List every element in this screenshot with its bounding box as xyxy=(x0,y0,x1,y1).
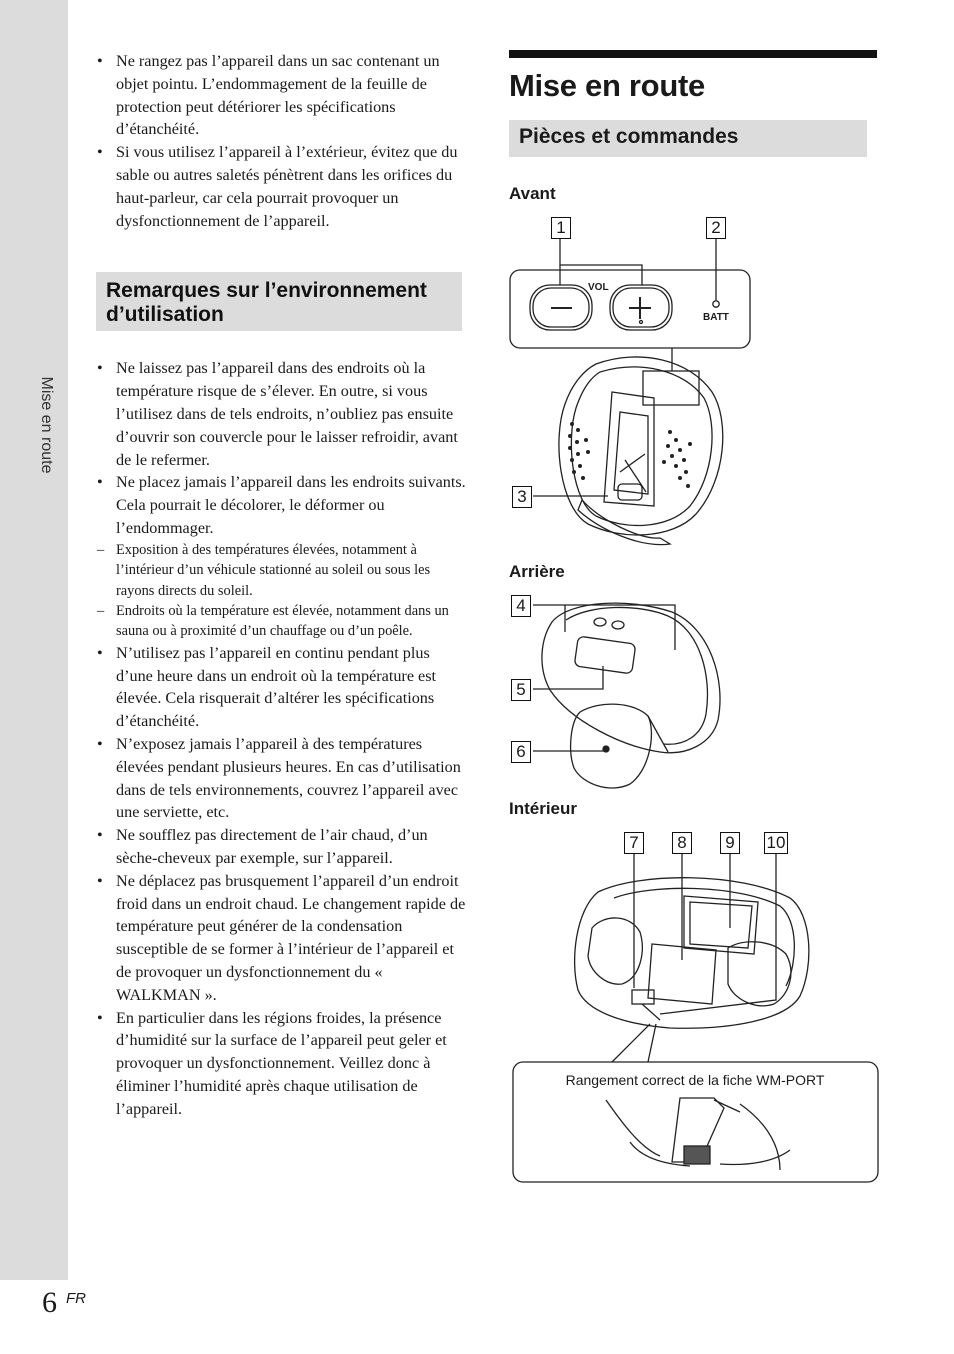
list-item: • N’exposez jamais l’appareil à des températures élevées pendant plusieurs heures. En cas d’utilisation dans de tels environnements, couvrez l’appareil avec une serviette, etc. xyxy=(97,734,461,822)
page-language: FR xyxy=(66,1290,86,1307)
front-device-illustration xyxy=(533,357,723,545)
speaker-holes xyxy=(568,422,692,488)
callout-2: 2 xyxy=(706,217,726,239)
list-item: • N’utilisez pas l’appareil en continu pendant plus d’une heure dans un endroit où la température est élevée. Cela risquerait d’altérer les spécifications d’étanchéité. xyxy=(97,643,437,731)
page-title: Mise en route xyxy=(509,68,705,103)
list-item: • Ne déplacez pas brusquement l’appareil d’un endroit froid dans un endroit chaud. Le changement rapide de température peut générer de la condensation susceptible de se former à l’intérieur de l’appareil et de provoquer un dysfonctionnement du « WALKMAN ». xyxy=(97,871,466,1004)
side-tab-label: Mise en route xyxy=(38,376,55,474)
front-label: Avant xyxy=(509,184,556,203)
list-item: • En particulier dans les régions froides, la présence d’humidité sur la surface de l’appareil peut geler et provoquer un dysfonctionnement. Veillez donc à éliminer l’humidité après chaque utilisation de l’appareil. xyxy=(97,1008,447,1118)
back-device-illustration xyxy=(533,603,720,788)
inside-label: Intérieur xyxy=(509,799,578,818)
callout-7: 7 xyxy=(624,832,644,854)
callout-4: 4 xyxy=(511,595,531,617)
list-item: • Si vous utilisez l’appareil à l’extérieur, évitez que du sable ou autres saletés pénètrent dans les orifices du haut-parleur, car cela pourrait provoquer un dysfonctionnement de l’appareil. xyxy=(97,143,458,230)
wm-port-caption: Rangement correct de la fiche WM-PORT xyxy=(565,1072,825,1088)
front-panel-illustration xyxy=(510,238,750,371)
callout-1: 1 xyxy=(551,217,571,239)
back-label: Arrière xyxy=(509,562,565,581)
inside-device-illustration xyxy=(575,854,809,1062)
list-item: – Exposition à des températures élevées, notamment à l’intérieur d’un véhicule stationné au soleil ou sous les rayons directs du soleil. xyxy=(97,541,431,599)
list-item: • Ne soufflez pas directement de l’air chaud, d’un sèche-cheveux par exemple, sur l’appareil. xyxy=(97,826,428,867)
callout-9: 9 xyxy=(720,832,740,854)
section-heading: Remarques sur l’environnement d’utilisation xyxy=(96,272,462,331)
list-item: • Ne placez jamais l’appareil dans les endroits suivants. Cela pourrait le décolorer, le déformer ou l’endommager. xyxy=(97,473,466,537)
callout-8: 8 xyxy=(672,832,692,854)
vol-label: VOL xyxy=(588,282,609,293)
list-item: • Ne rangez pas l’appareil dans un sac contenant un objet pointu. L’endommagement de la feuille de protection peut détériorer les spécifications d’étanchéité. xyxy=(97,52,440,139)
list-item: – Endroits où la température est élevée, notamment dans un sauna ou à proximité d’un chauffage ou d’un poêle. xyxy=(97,602,449,640)
section-heading-parts: Pièces et commandes xyxy=(509,120,867,157)
batt-label: BATT xyxy=(703,312,729,323)
callout-5: 5 xyxy=(511,679,531,701)
callout-3: 3 xyxy=(512,486,532,508)
list-item: • Ne laissez pas l’appareil dans des endroits où la température risque de s’élever. En outre, si vous l’utilisez dans de tels endroits, n’oubliez pas ensuite d’ouvrir son couvercle pour le laisser refroidir, avant de le refermer. xyxy=(97,359,458,469)
callout-6: 6 xyxy=(511,741,531,763)
page-number: 6 xyxy=(42,1286,57,1319)
callout-10: 10 xyxy=(764,832,788,854)
